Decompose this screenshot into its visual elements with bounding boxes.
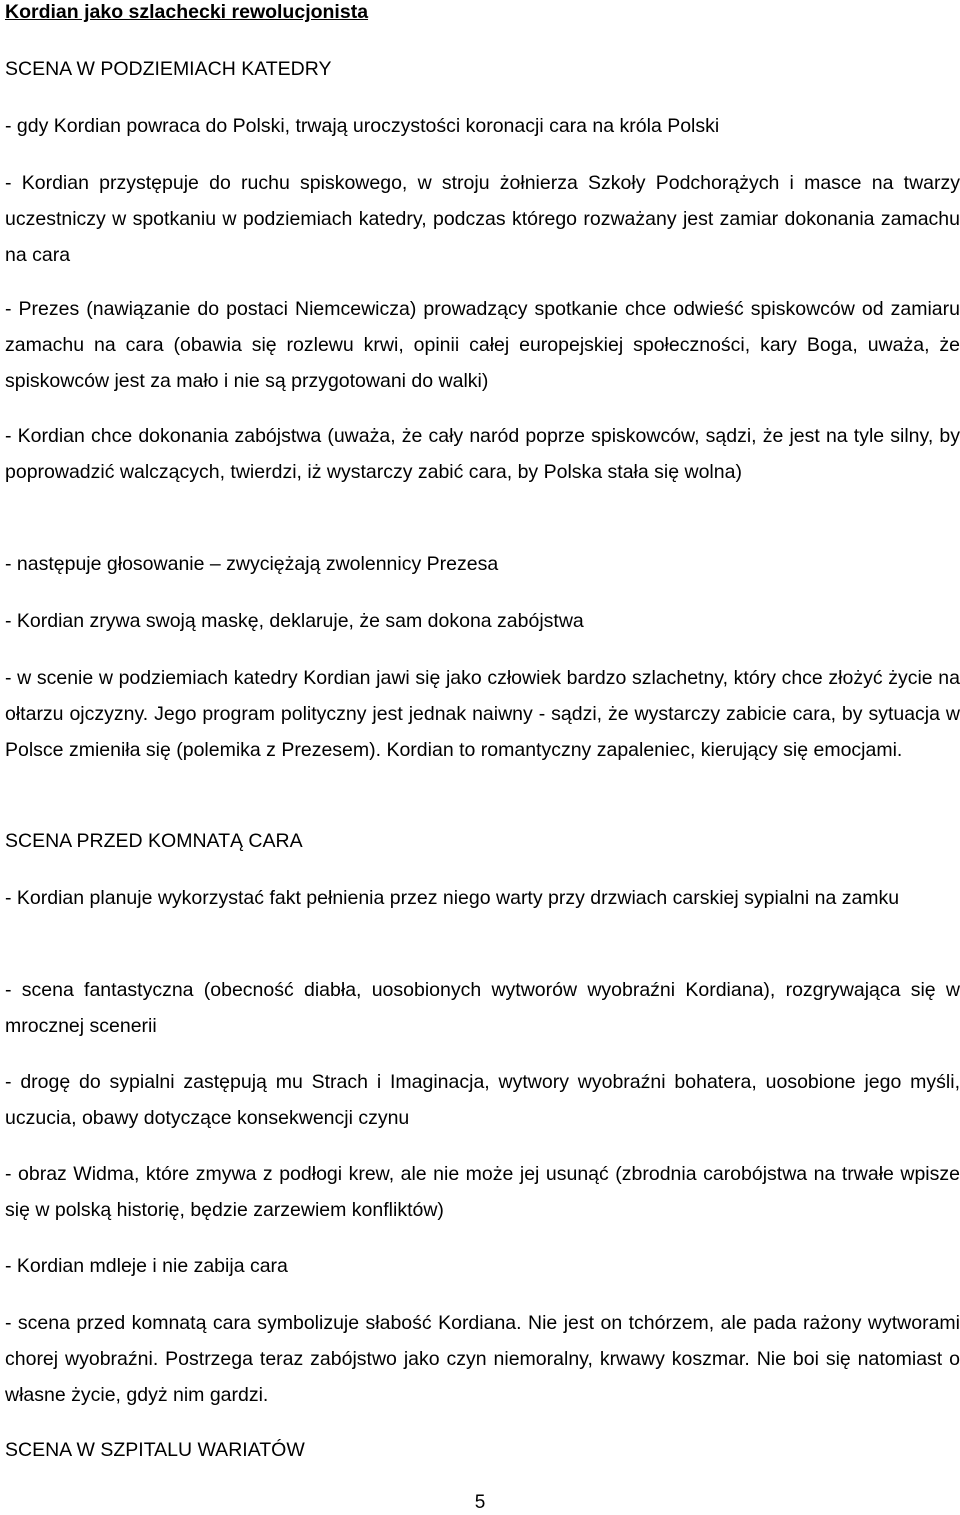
paragraph: - Kordian zrywa swoją maskę, deklaruje, że sam dokona zabójstwa — [5, 610, 584, 632]
paragraph: - Kordian przystępuje do ruchu spiskowego, w stroju żołnierza Szkoły Podchorążych i masce na twarzy uczestniczy w spotkaniu w podziemiach katedry, podczas którego rozważany jest zamiar dokonania zamachu na cara — [5, 172, 960, 266]
paragraph: - drogę do sypialni zastępują mu Strach i Imaginacja, wytwory wyobraźni bohatera, uosobione jego myśli, uczucia, obawy dotyczące konsekwencji czynu — [5, 1071, 960, 1129]
section-heading-asylum: SCENA W SZPITALU WARIATÓW — [5, 1439, 305, 1461]
paragraph: - Prezes (nawiązanie do postaci Niemcewicza) prowadzący spotkanie chce odwieść spiskowców od zamiaru zamachu na cara (obawia się rozlewu krwi, opinii całej europejskiej społeczności, kary Boga, uważa, że spiskowców jest za mało i nie są przygotowani do walki) — [5, 298, 960, 392]
paragraph: - następuje głosowanie – zwyciężają zwolennicy Prezesa — [5, 553, 499, 575]
paragraph: - Kordian mdleje i nie zabija cara — [5, 1255, 288, 1277]
page-number: 5 — [474, 1492, 486, 1513]
section-heading-tsar-chamber: SCENA PRZED KOMNATĄ CARA — [5, 830, 303, 852]
paragraph: - Kordian chce dokonania zabójstwa (uważa, że cały naród poprze spiskowców, sądzi, że jest na tyle silny, by poprowadzić walczących, twierdzi, iż wystarczy zabić cara, by Polska stała się wolna) — [5, 425, 960, 483]
paragraph: - obraz Widma, które zmywa z podłogi krew, ale nie może jej usunąć (zbrodnia carobójstwa na trwałe wpisze się w polską historię, będzie zarzewiem konfliktów) — [5, 1163, 960, 1221]
paragraph: - gdy Kordian powraca do Polski, trwają uroczystości koronacji cara na króla Polski — [5, 115, 720, 137]
paragraph: - Kordian planuje wykorzystać fakt pełnienia przez niego warty przy drzwiach carskiej sypialni na zamku — [5, 887, 900, 909]
paragraph: - scena fantastyczna (obecność diabła, uosobionych wytworów wyobraźni Kordiana), rozgrywająca się w mrocznej scenerii — [5, 979, 960, 1037]
paragraph: - w scenie w podziemiach katedry Kordian jawi się jako człowiek bardzo szlachetny, który chce złożyć życie na ołtarzu ojczyzny. Jego program polityczny jest jednak naiwny - sądzi, że wystarczy zabicie cara, by sytuacja w Polsce zmieniła się (polemika z Prezesem). Kordian to romantyczny zapaleniec, kierujący się emocjami. — [5, 667, 960, 761]
paragraph: - scena przed komnatą cara symbolizuje słabość Kordiana. Nie jest on tchórzem, ale pada rażony wytworami chorej wyobraźni. Postrzega teraz zabójstwo jako czyn niemoralny, krwawy koszmar. Nie boi się natomiast o własne życie, gdyż nim gardzi. — [5, 1312, 960, 1406]
document-title: Kordian jako szlachecki rewolucjonista — [5, 1, 369, 23]
section-heading-cathedral: SCENA W PODZIEMIACH KATEDRY — [5, 58, 332, 80]
